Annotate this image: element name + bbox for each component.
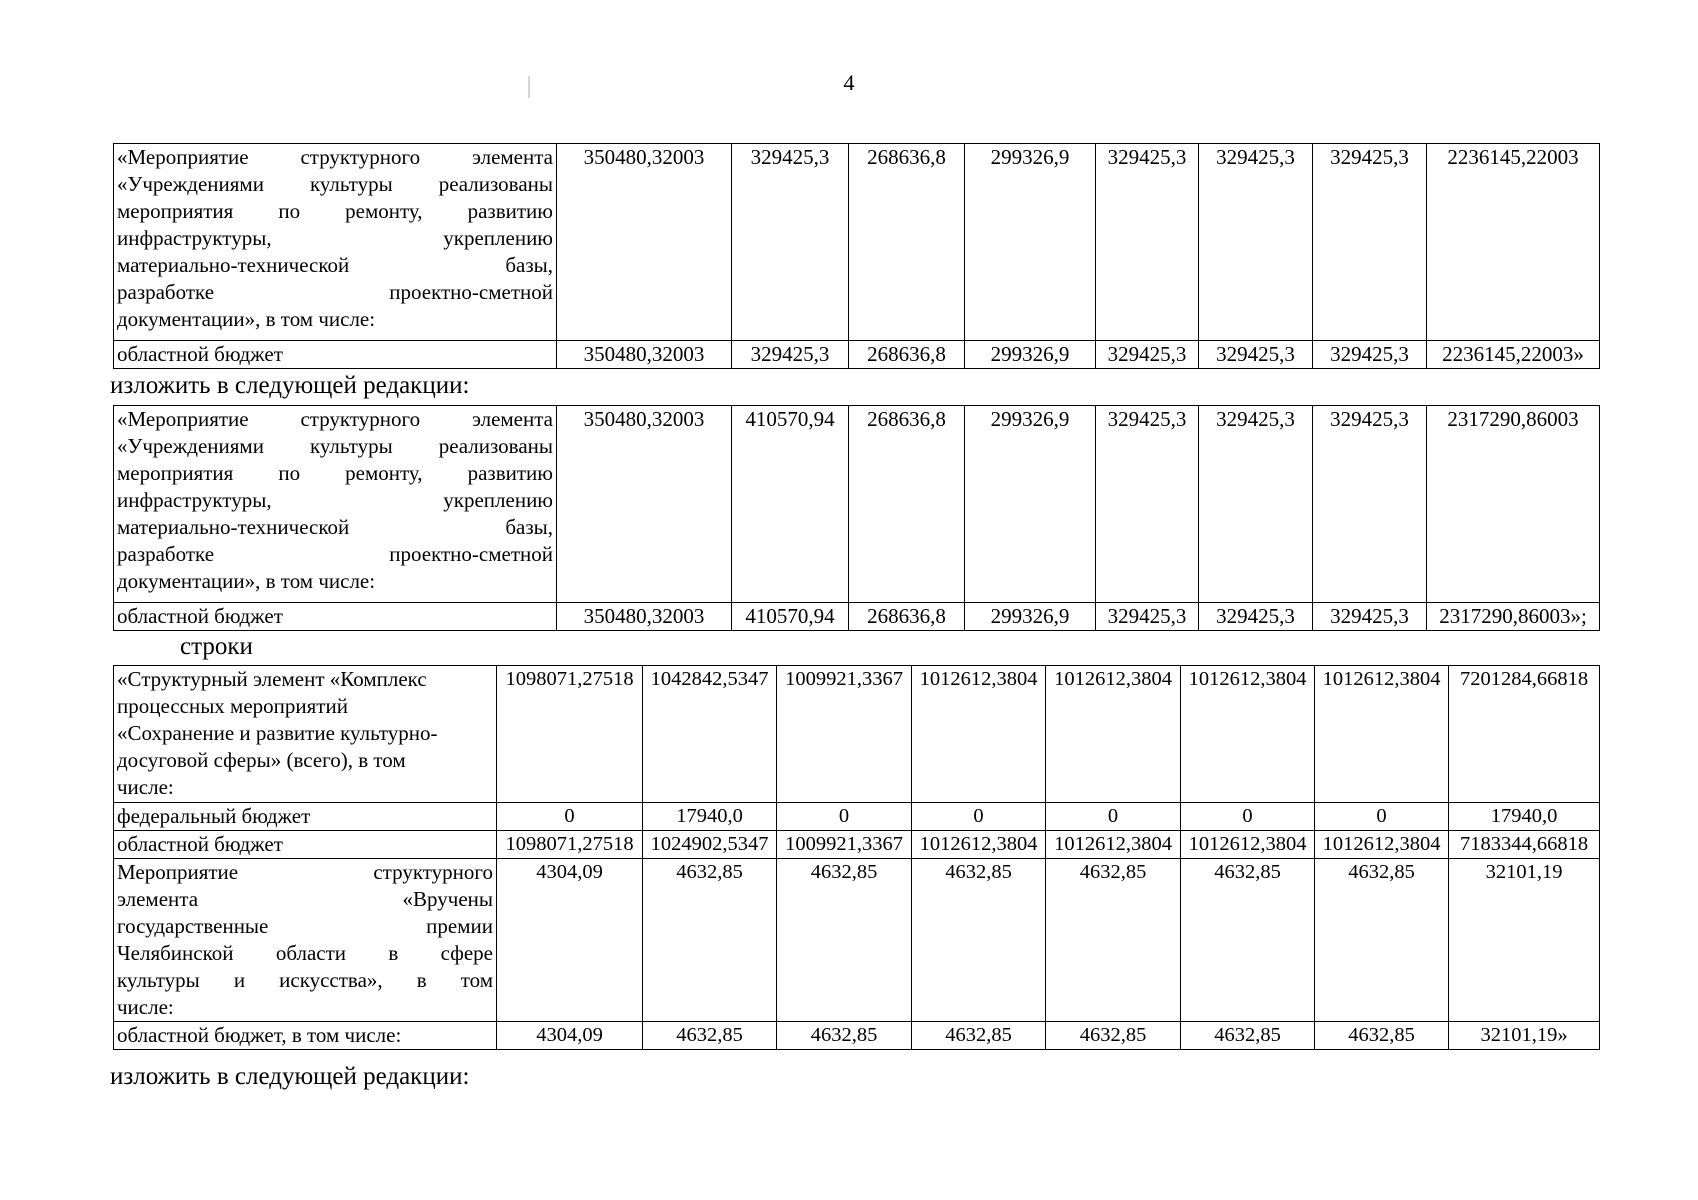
- table-lines: [113, 665, 1600, 1050]
- label-line: Мероприятие структурного: [117, 860, 493, 884]
- label-line: разработке проектно-сметной: [117, 542, 553, 566]
- label-line: материально-технической базы,: [117, 253, 553, 277]
- instruction-heading: изложить в следующей редакции:: [110, 1063, 470, 1090]
- value-cell: 329425,3: [1199, 603, 1313, 631]
- scan-speck: [528, 76, 530, 98]
- label-line: числе:: [117, 995, 174, 1019]
- instruction-heading: строки: [180, 633, 253, 660]
- value-cell: 350480,32003: [557, 341, 732, 369]
- table-row: [114, 831, 1600, 859]
- value-cell: 2317290,86003»;: [1427, 603, 1600, 631]
- label-line: «Мероприятие структурного элемента: [117, 407, 553, 431]
- row-label: [114, 406, 557, 603]
- value-cell: 4632,85: [1046, 859, 1181, 1022]
- row-label: областной бюджет: [114, 603, 557, 631]
- value-cell: 4632,85: [1315, 1022, 1449, 1050]
- row-label: [114, 144, 557, 341]
- label-line: Челябинской области в сфере: [117, 941, 493, 965]
- value-cell: 329425,3: [1313, 603, 1427, 631]
- table-row: [114, 406, 1600, 603]
- value-cell: 1012612,3804: [912, 666, 1046, 803]
- value-cell: 268636,8: [849, 406, 965, 603]
- value-cell: 268636,8: [849, 603, 965, 631]
- value-cell: 1042842,5347: [643, 666, 777, 803]
- value-cell: 4632,85: [777, 1022, 912, 1050]
- value-cell: 32101,19»: [1449, 1022, 1600, 1050]
- table-original-measure: [113, 143, 1600, 369]
- value-cell: 0: [1046, 803, 1181, 831]
- value-cell: 329425,3: [1096, 603, 1199, 631]
- label-line: мероприятия по ремонту, развитию: [117, 461, 553, 485]
- value-cell: 329425,3: [732, 341, 849, 369]
- label-line: «Мероприятие структурного элемента: [117, 145, 553, 169]
- label-line: числе:: [117, 775, 174, 799]
- value-cell: 1012612,3804: [1315, 666, 1449, 803]
- value-cell: 329425,3: [1313, 406, 1427, 603]
- label-line: «Учреждениями культуры реализованы: [117, 172, 553, 196]
- value-cell: 350480,32003: [557, 603, 732, 631]
- label-line: материально-технической базы,: [117, 515, 553, 539]
- value-cell: 1012612,3804: [1315, 831, 1449, 859]
- table-row: [114, 803, 1600, 831]
- value-cell: 329425,3: [1313, 341, 1427, 369]
- value-cell: 350480,32003: [557, 406, 732, 603]
- value-cell: 4632,85: [643, 859, 777, 1022]
- value-cell: 4632,85: [1181, 1022, 1315, 1050]
- label-line: документации», в том числе:: [117, 569, 376, 593]
- value-cell: 329425,3: [1096, 341, 1199, 369]
- row-label: областной бюджет, в том числе:: [114, 1022, 497, 1050]
- label-line: культуры и искусства», в том: [117, 968, 493, 992]
- value-cell: 268636,8: [849, 341, 965, 369]
- value-cell: 4632,85: [1046, 1022, 1181, 1050]
- value-cell: 1098071,27518: [497, 831, 643, 859]
- value-cell: 2236145,22003: [1427, 144, 1600, 341]
- row-label: федеральный бюджет: [114, 803, 497, 831]
- value-cell: 329425,3: [1096, 144, 1199, 341]
- value-cell: 4304,09: [497, 1022, 643, 1050]
- value-cell: 1098071,27518: [497, 666, 643, 803]
- table-row: [114, 666, 1600, 803]
- value-cell: 7201284,66818: [1449, 666, 1600, 803]
- value-cell: 1009921,3367: [777, 666, 912, 803]
- label-line: государственные премии: [117, 914, 493, 938]
- label-line: процессных мероприятий: [117, 694, 348, 718]
- label-line: документации», в том числе:: [117, 307, 376, 331]
- label-line: «Учреждениями культуры реализованы: [117, 434, 553, 458]
- label-line: «Сохранение и развитие культурно-: [117, 721, 438, 745]
- value-cell: 1012612,3804: [1046, 666, 1181, 803]
- value-cell: 329425,3: [1199, 144, 1313, 341]
- value-cell: 4632,85: [912, 859, 1046, 1022]
- value-cell: 299326,9: [965, 603, 1096, 631]
- value-cell: 4304,09: [497, 859, 643, 1022]
- value-cell: 0: [912, 803, 1046, 831]
- table-row: [114, 144, 1600, 341]
- value-cell: 329425,3: [1313, 144, 1427, 341]
- value-cell: 2317290,86003: [1427, 406, 1600, 603]
- value-cell: 7183344,66818: [1449, 831, 1600, 859]
- row-label: [114, 666, 497, 803]
- table-row: [114, 603, 1600, 631]
- value-cell: 1009921,3367: [777, 831, 912, 859]
- value-cell: 0: [777, 803, 912, 831]
- value-cell: 410570,94: [732, 603, 849, 631]
- value-cell: 1024902,5347: [643, 831, 777, 859]
- table-row: [114, 859, 1600, 1022]
- value-cell: 410570,94: [732, 406, 849, 603]
- label-line: мероприятия по ремонту, развитию: [117, 199, 553, 223]
- value-cell: 268636,8: [849, 144, 965, 341]
- value-cell: 350480,32003: [557, 144, 732, 341]
- row-label: областной бюджет: [114, 341, 557, 369]
- value-cell: 1012612,3804: [1181, 666, 1315, 803]
- value-cell: 32101,19: [1449, 859, 1600, 1022]
- value-cell: 4632,85: [1181, 859, 1315, 1022]
- value-cell: 1012612,3804: [1181, 831, 1315, 859]
- value-cell: 1012612,3804: [1046, 831, 1181, 859]
- page-number: 4: [843, 70, 855, 95]
- table-row: [114, 1022, 1600, 1050]
- value-cell: 1012612,3804: [912, 831, 1046, 859]
- label-line: элемента «Вручены: [117, 887, 493, 911]
- table-revised-measure: [113, 405, 1600, 631]
- value-cell: 329425,3: [1199, 341, 1313, 369]
- value-cell: 4632,85: [1315, 859, 1449, 1022]
- value-cell: 299326,9: [965, 406, 1096, 603]
- label-line: инфраструктуры, укреплению: [117, 488, 553, 512]
- row-label: областной бюджет: [114, 831, 497, 859]
- value-cell: 0: [497, 803, 643, 831]
- label-line: инфраструктуры, укреплению: [117, 226, 553, 250]
- value-cell: 329425,3: [732, 144, 849, 341]
- label-line: «Структурный элемент «Комплекс: [117, 667, 427, 691]
- label-line: досуговой сферы» (всего), в том: [117, 748, 406, 772]
- value-cell: 2236145,22003»: [1427, 341, 1600, 369]
- value-cell: 4632,85: [912, 1022, 1046, 1050]
- value-cell: 4632,85: [777, 859, 912, 1022]
- value-cell: 0: [1315, 803, 1449, 831]
- value-cell: 17940,0: [1449, 803, 1600, 831]
- value-cell: 329425,3: [1096, 406, 1199, 603]
- label-line: разработке проектно-сметной: [117, 280, 553, 304]
- instruction-heading: изложить в следующей редакции:: [110, 372, 470, 399]
- value-cell: 299326,9: [965, 144, 1096, 341]
- value-cell: 17940,0: [643, 803, 777, 831]
- value-cell: 329425,3: [1199, 406, 1313, 603]
- table-row: [114, 341, 1600, 369]
- value-cell: 299326,9: [965, 341, 1096, 369]
- row-label: [114, 859, 497, 1022]
- value-cell: 0: [1181, 803, 1315, 831]
- value-cell: 4632,85: [643, 1022, 777, 1050]
